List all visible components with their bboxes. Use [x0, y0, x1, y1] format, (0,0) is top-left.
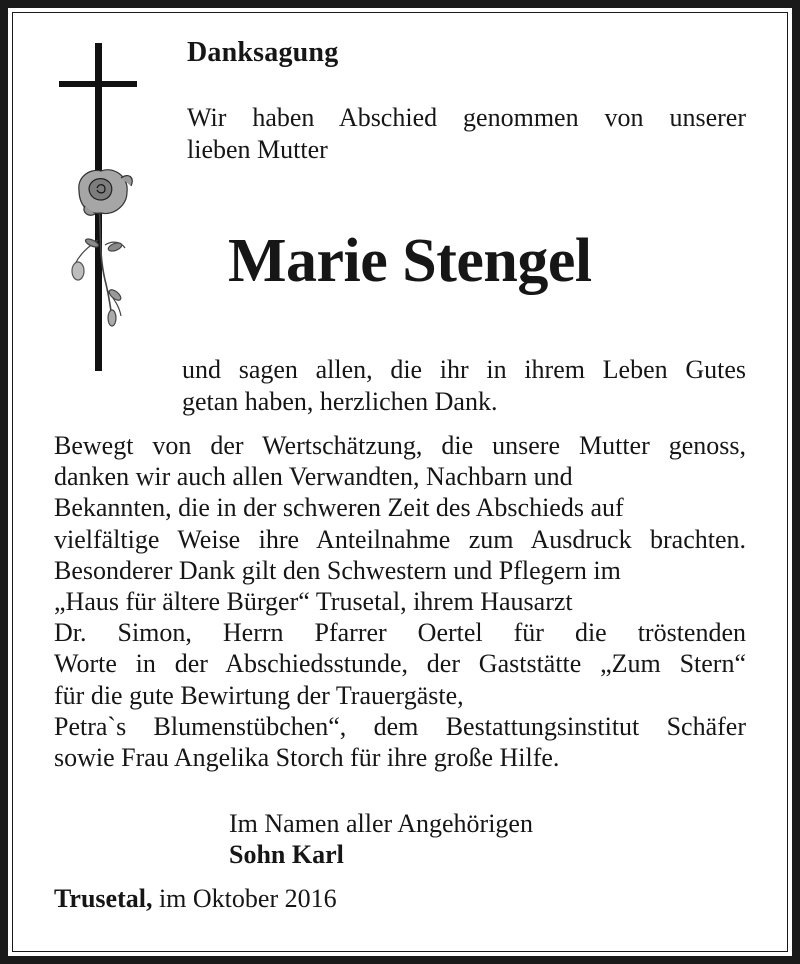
deceased-name: Marie Stengel: [228, 227, 592, 295]
body-line: Bekannten, die in der schweren Zeit des Abschieds auf: [54, 493, 624, 523]
signature-block: [229, 808, 533, 870]
body-line: Bewegt von der Wertschätzung, die unsere Mutter genoss,: [54, 431, 746, 460]
body-line: für die gute Bewirtung der Trauergäste,: [54, 680, 464, 710]
thanks-line: getan haben, herzlichen Dank.: [182, 387, 498, 416]
body-line: sowie Frau Angelika Storch für ihre große Hilfe.: [54, 743, 560, 773]
intro-line: lieben Mutter: [187, 135, 328, 164]
body-line: danken wir auch allen Verwandten, Nachbarn und: [54, 462, 573, 492]
body-line: „Haus für ältere Bürger“ Trusetal, ihrem Hausarzt: [54, 587, 573, 617]
body-line: Worte in der Abschiedsstunde, der Gaststätte „Zum Stern“: [54, 649, 746, 679]
body-line: Dr. Simon, Herrn Pfarrer Oertel für die tröstenden: [54, 618, 746, 648]
place-name: Trusetal,: [54, 884, 153, 913]
intro-paragraph: [187, 102, 746, 166]
rose-icon: [72, 170, 132, 326]
notice-heading: Danksagung: [187, 37, 339, 68]
place-date-line: [54, 884, 337, 914]
body-line: vielfältige Weise ihre Anteilnahme zum Ausdruck brachten.: [54, 524, 746, 554]
intro-line: Wir haben Abschied genommen von unserer: [187, 103, 746, 132]
signature-name: Sohn Karl: [229, 840, 344, 869]
body-line: Petra`s Blumenstübchen“, dem Bestattungsinstitut Schäfer: [54, 711, 746, 741]
date-text: im Oktober 2016: [158, 884, 337, 913]
cross-with-rose-icon: [55, 40, 145, 380]
body-line: Besonderer Dank gilt den Schwestern und Pflegern im: [54, 555, 621, 585]
body-paragraph: [54, 430, 746, 773]
signature-intro: Im Namen aller Angehörigen: [229, 809, 533, 838]
thanks-line: und sagen allen, die ihr in ihrem Leben Gutes: [182, 355, 746, 384]
thanks-paragraph: [182, 354, 746, 418]
